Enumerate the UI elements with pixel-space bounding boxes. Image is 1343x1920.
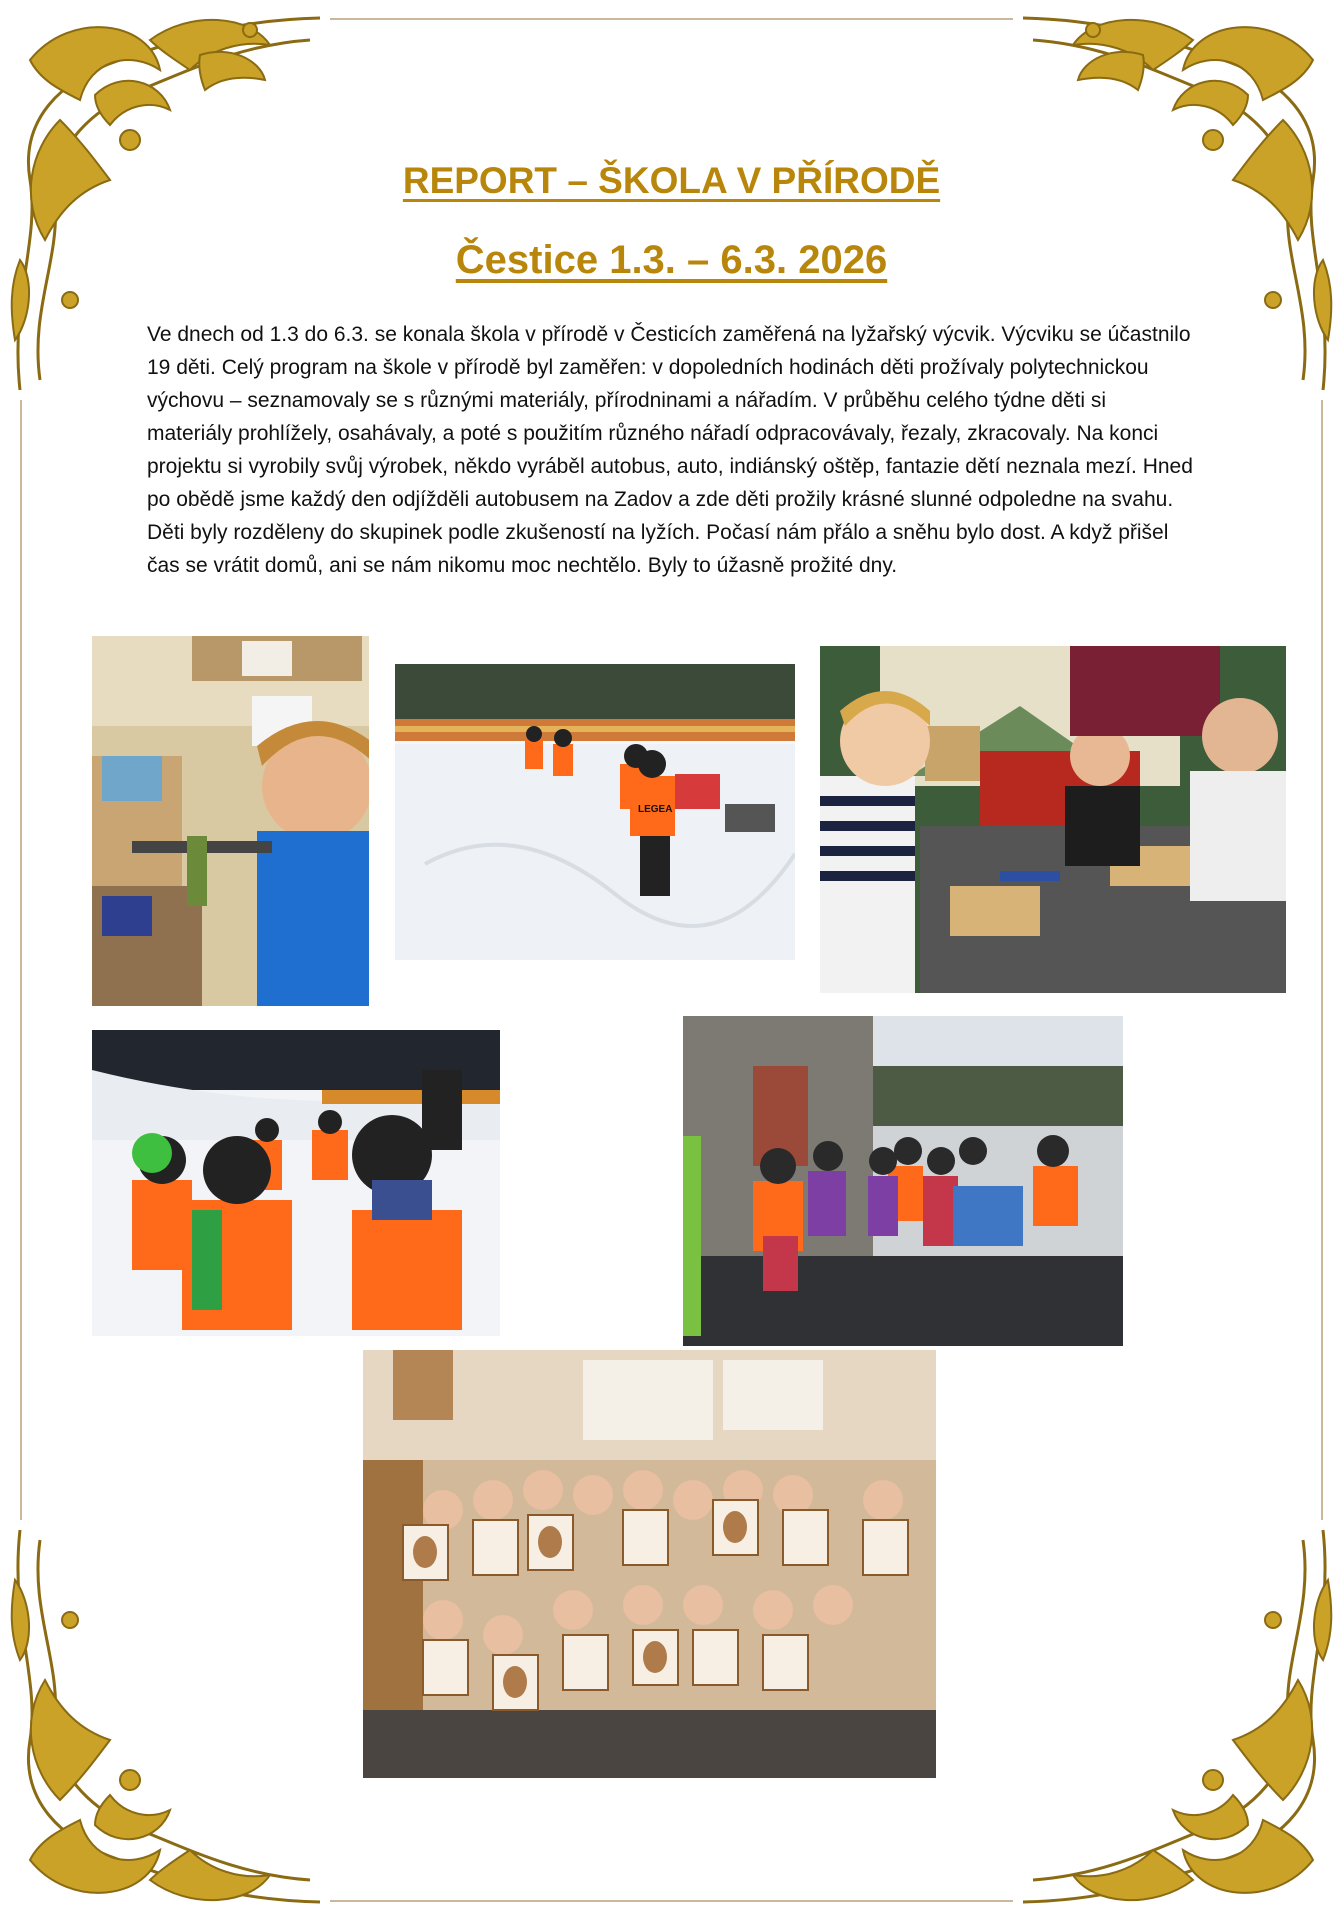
report-paragraph: Ve dnech od 1.3 do 6.3. se konala škola v přírodě v Česticích zaměřená na lyžařský výcvik. Výcviku se účastnilo 19 děti. Celý program na škole v přírodě byl zaměřen: v dopoledních hodinách děti prožívaly polytechnickou výchovu – seznamovaly se s různými materiály, přírodninami a nářadím. V průběhu celého týdne děti si materiály prohlížely, osahávaly, a poté s použitím různého nářadí odpracovávaly, řezaly, zkracovaly. Na konci projektu si vyrobily svůj výrobek, někdo vyráběl autobus, auto, indiánský oštěp, fantazie dětí neznala mezí. Hned po obědě jsme každý den odjížděli autobusem na Zadov a zde děti prožily krásné slunné odpoledne na svahu. Děti byly rozděleny do skupinek podle zkušeností na lyžích. Počasí nám přálo a sněhu bylo dost. A když přišel čas se vrátit domů, ani se nám nikomu moc nechtělo. Byly to úžasně prožité dny. — [147, 323, 1193, 577]
photo-kids-hammering — [820, 646, 1286, 993]
photo-group-diplomas — [363, 1350, 936, 1778]
frame-right-line — [1321, 400, 1323, 1520]
photo-group-outside — [683, 1016, 1123, 1346]
corner-ornament-bottom-right — [1013, 1520, 1343, 1920]
photo-boy-workbench — [92, 636, 369, 1006]
frame-bottom-line — [330, 1900, 1013, 1902]
photo-kids-skiing-line — [395, 664, 795, 960]
frame-top-line — [330, 18, 1013, 20]
page-subtitle: Čestice 1.3. – 6.3. 2026 — [455, 238, 888, 282]
vest-label: LEGEA — [638, 804, 673, 815]
corner-ornament-bottom-left — [0, 1520, 330, 1920]
page-title: REPORT – ŠKOLA V PŘÍRODĚ — [402, 160, 941, 201]
frame-left-line — [20, 400, 22, 1520]
photo-ski-group-vests — [92, 1030, 500, 1336]
